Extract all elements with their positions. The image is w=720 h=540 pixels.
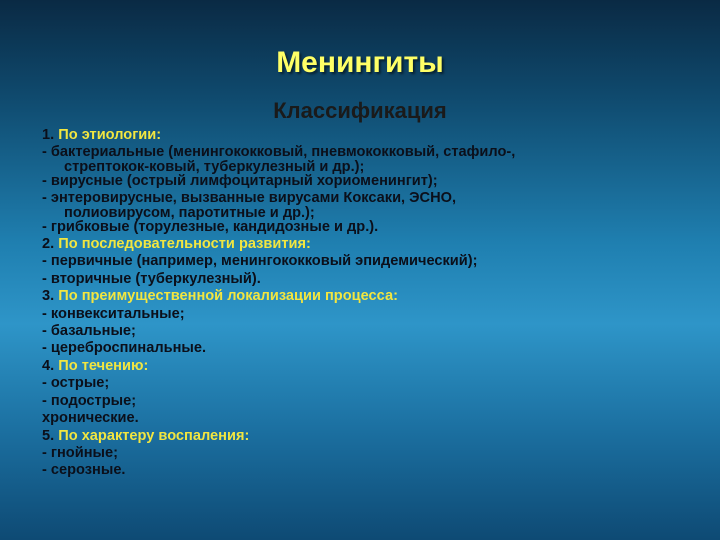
list-item: - вирусные (острый лимфоцитарный хориоменингит); [42,172,438,189]
section-heading-localization [42,288,702,305]
list-item: - бактериальные (менингококковый, пневмококковый, стафило-, [42,144,516,161]
section-title: По характеру воспаления [58,427,245,444]
section-number: 4. [42,357,55,374]
list-item: - острые; [42,375,110,392]
section-number: 1. [42,127,55,143]
section-title: По последовательности развития [58,236,306,253]
slide-subtitle: Классификация [273,98,447,123]
list-item-continuation: стрептокок-ковый, туберкулезный и др.); [64,158,365,175]
list-item: - подострые; [42,392,137,409]
list-item: - базальные; [42,323,136,340]
section-number: 5. [42,427,55,444]
section-title: По преимущественной локализации процесса [58,288,394,305]
section-number: 2. [42,236,55,253]
section-title: По этиологии [58,127,157,143]
section-colon: : [143,357,149,374]
list-item: - энтеровирусные, вызванные вирусами Коксаки, ЭСНО, [42,190,457,207]
list-item: хронические. [42,410,139,427]
section-colon: : [244,427,250,444]
section-colon: : [156,127,162,143]
section-colon: : [306,236,311,253]
list-item: - цереброспинальные. [42,340,207,357]
section-heading-inflammation [42,428,702,445]
section-heading-etiology [42,127,702,144]
list-item: - вторичные (туберкулезный). [42,270,261,287]
list-item: - серозные. [42,462,126,479]
section-number: 3. [42,288,55,305]
list-item-continuation: полиовирусом, паротитные и др.); [64,204,315,221]
section-colon: : [393,288,398,305]
section-title: По течению [58,357,144,374]
classification-list [42,127,702,480]
list-item: - первичные (например, менингококковый эпидемический); [42,253,478,270]
list-item: - гнойные; [42,444,118,461]
list-item: - конвекситальные; [42,305,185,322]
list-item: - грибковые (торулезные, кандидозные и др.). [42,218,379,235]
slide-title: Менингиты [276,46,444,79]
section-heading-development [42,236,702,253]
section-heading-course [42,358,702,375]
